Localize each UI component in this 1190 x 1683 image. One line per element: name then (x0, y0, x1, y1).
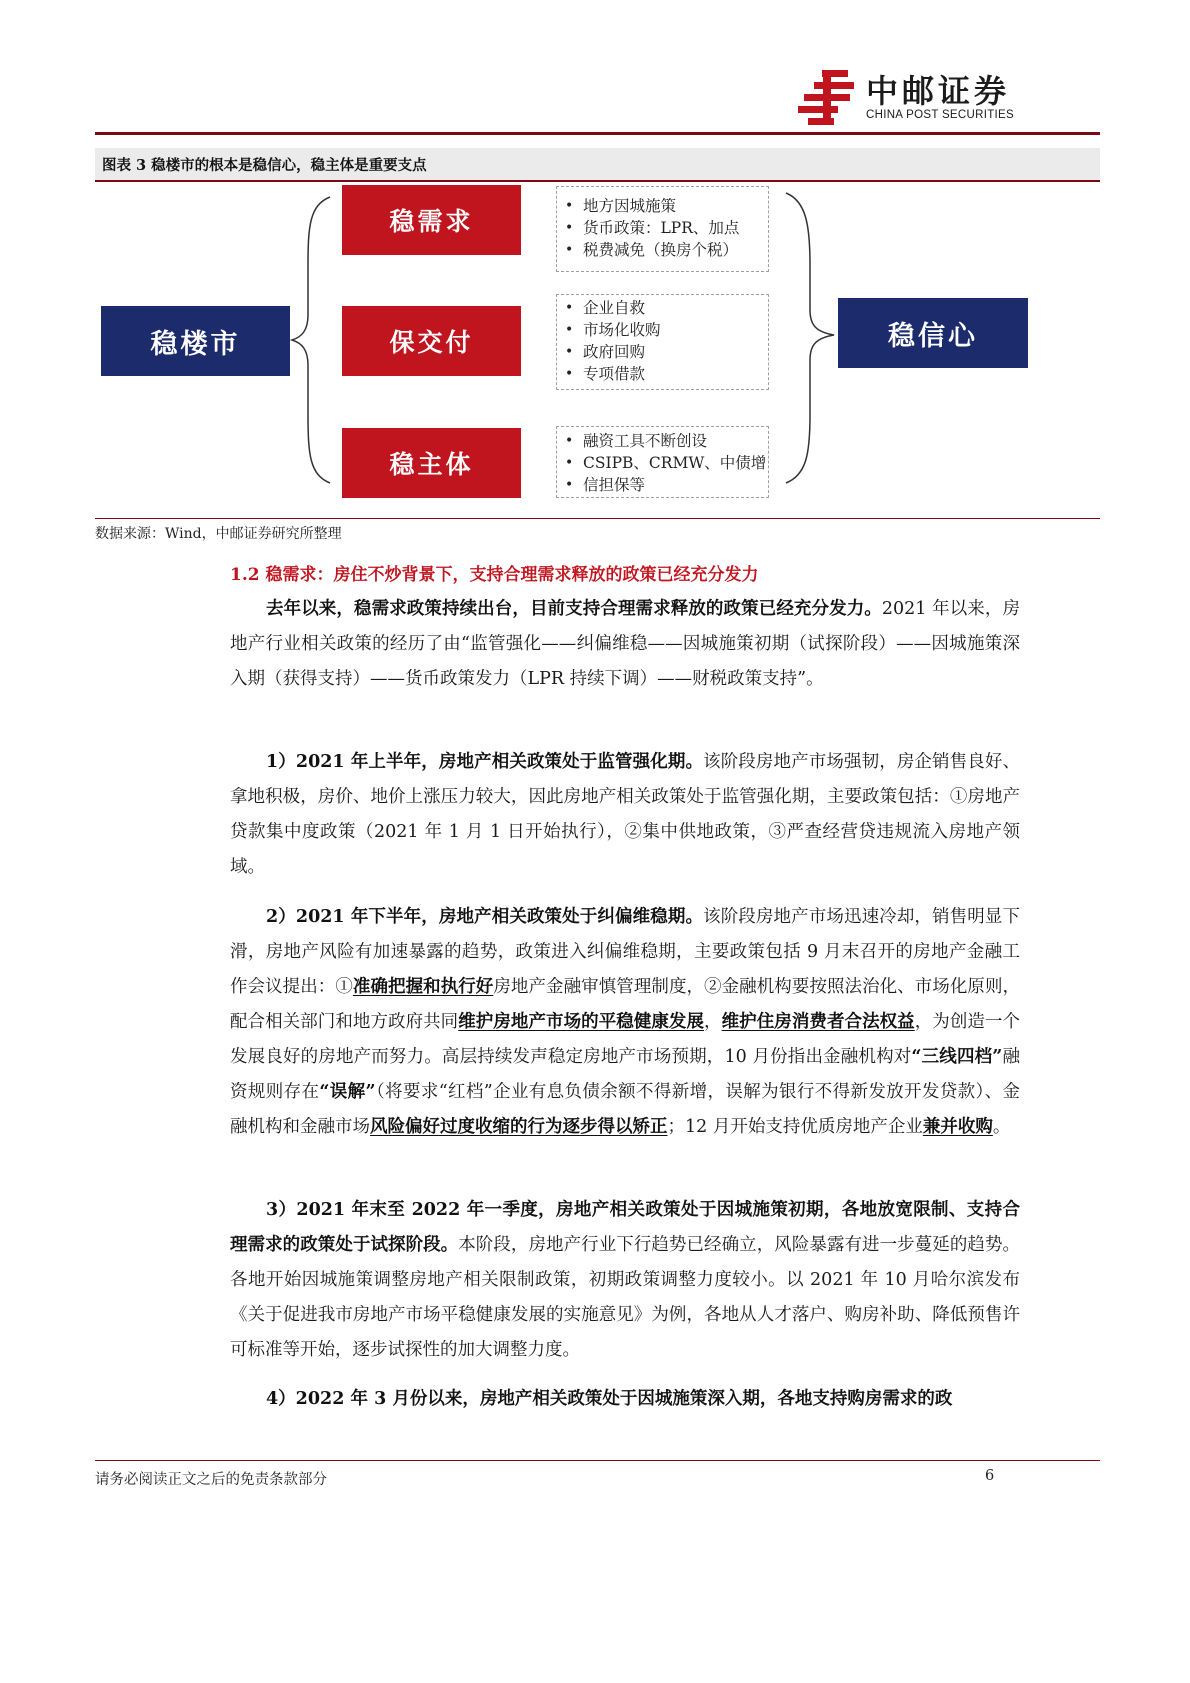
right-brace (778, 185, 838, 495)
paragraph-text: ， (704, 1012, 722, 1032)
header-rule (95, 132, 1100, 135)
emphasis: 维护住房消费者合法权益 (721, 1012, 915, 1032)
figure-title-rule (95, 180, 1100, 182)
list-item-continuation: 信担保等 (583, 476, 646, 494)
points-box-demand (556, 186, 769, 272)
paragraph-text: ；12 月开始支持优质房地产企业 (667, 1117, 923, 1137)
pillar-box-entities: 稳主体 (342, 428, 521, 498)
list-item: • 税费减免（换房个税） (557, 239, 768, 261)
pillar-box-delivery: 保交付 (342, 306, 521, 376)
brand-name-cn: 中邮证券 (866, 72, 1011, 110)
box-stabilize-market: 稳楼市 (101, 306, 290, 376)
paragraph-text: 该阶段房地产市场迅速冷却，销售明显下滑，房地产风险有加速暴露的趋势，政策进入纠偏维稳期，主要政策包括 9 月末召开的房地产金融工作会议提出：① (230, 907, 1020, 997)
emphasis: 维护房地产市场的平稳健康发展 (458, 1012, 705, 1032)
paragraph-text: 2021 年以来，房地产行业相关政策的经历了由“监管强化——纠偏维稳——因城施策初期（试探阶段）——因城施策深入期（获得支持）——货币政策发力（LPR 持续下调）——财税政策支持”。 (230, 599, 1020, 689)
paragraph-lead: 2）2021 年下半年，房地产相关政策处于纠偏维稳期。 (266, 907, 704, 927)
points-box-entities (556, 426, 769, 498)
paragraph-1 (230, 592, 1020, 697)
emphasis: 风险偏好过度收缩的行为逐步得以矫正 (370, 1117, 668, 1137)
section-title: 1.2 稳需求：房住不炒背景下，支持合理需求释放的政策已经充分发力 (230, 565, 759, 585)
list-item (557, 474, 768, 496)
paragraph-lead: 1）2021 年上半年，房地产相关政策处于监管强化期。 (266, 752, 704, 772)
list-item: • 地方因城施策 (557, 195, 768, 217)
paragraph-lead: 去年以来，稳需求政策持续出台，目前支持合理需求释放的政策已经充分发力。 (266, 599, 882, 619)
list-item: • 政府回购 (557, 341, 768, 363)
figure-source: 数据来源：Wind，中邮证券研究所整理 (95, 526, 342, 542)
emphasis: “三线四档” (911, 1047, 1003, 1067)
list-item: • 融资工具不断创设 (557, 430, 768, 452)
paragraph-lead: 3）2021 年末至 2022 年一季度，房地产相关政策处于因城施策初期，各地放宽限制、支持合理需求的政策处于试探阶段。 (230, 1200, 1020, 1255)
paragraph-3 (230, 900, 1020, 1145)
paragraph-lead: 4）2022 年 3 月份以来，房地产相关政策处于因城施策深入期，各地支持购房需求的政 (266, 1389, 953, 1409)
emphasis: 准确把握和执行好 (352, 977, 494, 997)
figure-title: 图表 3 稳楼市的根本是稳信心，稳主体是重要支点 (102, 157, 427, 174)
paragraph-text: ，为创造一个发展良好的房地产而努力。高层持续发声稳定房地产市场预期，10 月份指出金融机构对 (230, 1012, 1021, 1067)
list-item: • 专项借款 (557, 363, 768, 385)
paragraph-text: 。 (992, 1117, 1011, 1137)
paragraph-text: 房地产金融审慎管理制度，②金融机构要按照法治化、市场化原则，配合相关部门和地方政府共同 (230, 977, 1021, 1032)
footer-rule (95, 1460, 1100, 1461)
page-number: 6 (985, 1468, 995, 1484)
left-brace (290, 185, 350, 495)
points-box-delivery (556, 294, 769, 390)
paragraph-5 (230, 1382, 1020, 1417)
china-post-emblem-icon (796, 68, 858, 126)
brand-logo (796, 66, 1042, 128)
paragraph-text: 该阶段房地产市场强韧，房企销售良好、拿地积极，房价、地价上涨压力较大，因此房地产相关政策处于监管强化期，主要政策包括：①房地产贷款集中度政策（2021 年 1 月 1 日开始执行），②集中供地政策，③严查经营贷违规流入房地产领域。 (230, 752, 1020, 877)
list-item: • 市场化收购 (557, 319, 768, 341)
list-item: • CSIPB、CRMW、中债增 (557, 452, 768, 474)
list-item: • 货币政策：LPR、加点 (557, 217, 768, 239)
paragraph-text: 融资规则存在 (230, 1047, 1021, 1102)
paragraph-4 (230, 1193, 1020, 1368)
brand-name-en: CHINA POST SECURITIES (866, 109, 1014, 121)
emphasis: “误解” (319, 1082, 376, 1102)
paragraph-2 (230, 745, 1020, 885)
paragraph-text: 本阶段，房地产行业下行趋势已经确立，风险暴露有进一步蔓延的趋势。各地开始因城施策调整房地产相关限制政策，初期政策调整力度较小。以 2021 年 10 月哈尔滨发布《关于促进我市房地产市场平稳健康发展的实施意见》为例，各地从人才落户、购房补助、降低预售许可标准等开始，逐步试探性的加大调整力度。 (230, 1235, 1021, 1360)
emphasis: 兼并收购 (922, 1117, 993, 1137)
pillar-box-demand: 稳需求 (342, 185, 521, 255)
box-stabilize-confidence: 稳信心 (838, 298, 1028, 368)
figure-bottom-rule (95, 518, 1100, 519)
list-item: • 企业自救 (557, 297, 768, 319)
footer-disclaimer: 请务必阅读正文之后的免责条款部分 (95, 1472, 327, 1488)
paragraph-text: （将要求“红档”企业有息负债余额不得新增，误解为银行不得新发放开发贷款）、金融机构和金融市场 (230, 1082, 1021, 1137)
